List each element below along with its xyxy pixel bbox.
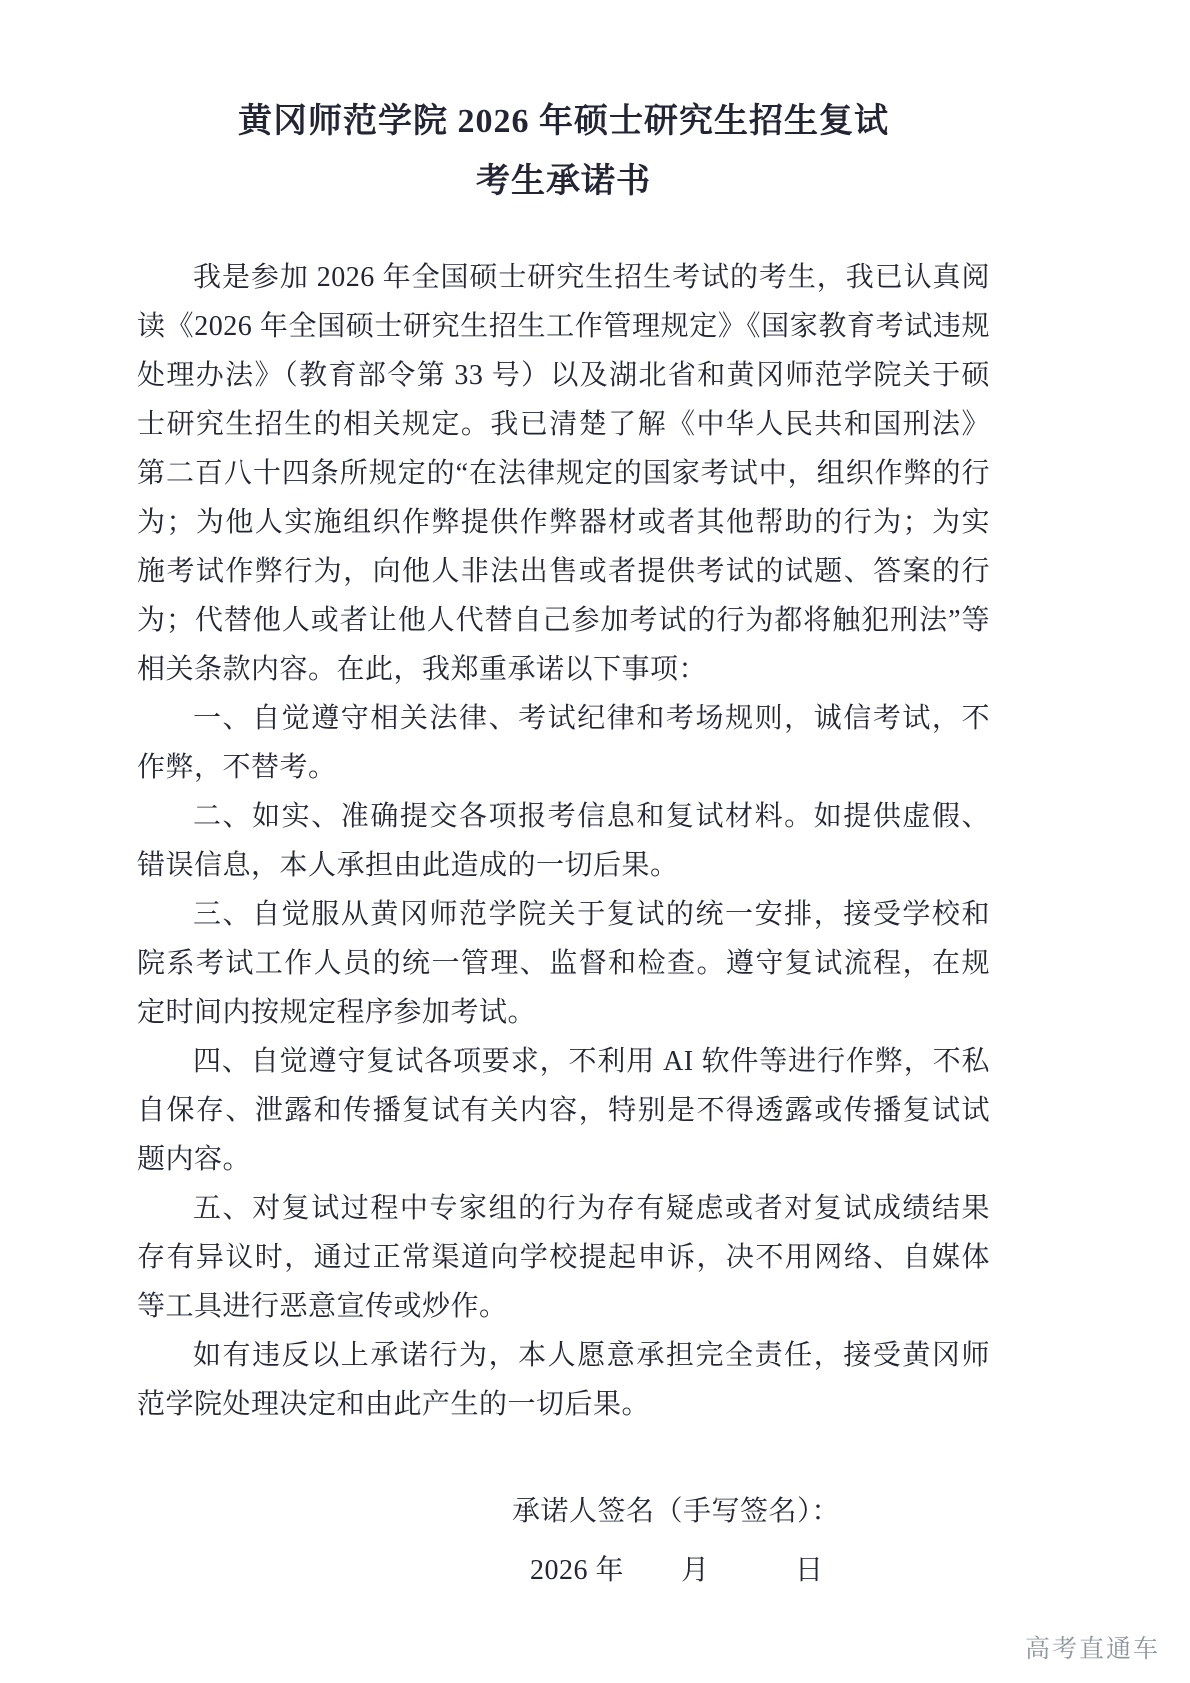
paragraph-item-4: 四、自觉遵守复试各项要求，不利用 AI 软件等进行作弊，不私自保存、泄露和传播复试有关内容，特别是不得透露或传播复试试题内容。 bbox=[137, 1046, 990, 1175]
signature-label: 承诺人签名（手写签名）： bbox=[512, 1496, 841, 1527]
paragraph-closing: 如有违反以上承诺行为，本人愿意承担完全责任，接受黄冈师范学院处理决定和由此产生的一切后果。 bbox=[137, 1340, 990, 1420]
paragraph-item-2: 二、如实、准确提交各项报考信息和复试材料。如提供虚假、错误信息，本人承担由此造成的一切后果。 bbox=[137, 801, 990, 881]
paragraph-item-5: 五、对复试过程中专家组的行为存有疑虑或者对复试成绩结果存有异议时，通过正常渠道向学校提起申诉，决不用网络、自媒体等工具进行恶意宣传或炒作。 bbox=[137, 1193, 990, 1322]
date-line: 2026 年 月 日 bbox=[530, 1555, 824, 1586]
document-title bbox=[137, 92, 990, 211]
title-line-2: 考生承诺书 bbox=[476, 162, 651, 200]
paragraph-intro: 我是参加 2026 年全国硕士研究生招生考试的考生，我已认真阅读《2026 年全国硕士研究生招生工作管理规定》《国家教育考试违规处理办法》（教育部令第 33 号）以及湖北省和黄冈师范学院关于硕士研究生招生的相关规定。我已清楚了解《中华人民共和国刑法》第二百八十四条所规定的“在法律规定的国家考试中，组织作弊的行为；为他人实施组织作弊提供作弊器材或者其他帮助的行为；为实施考试作弊行为，向他人非法出售或者提供考试的试题、答案的行为；代替他人或者让他人代替自己参加考试的行为都将触犯刑法”等相关条款内容。在此，我郑重承诺以下事项： bbox=[137, 262, 990, 685]
watermark: 高考直通车 bbox=[1024, 1635, 1160, 1663]
paragraph-item-1: 一、自觉遵守相关法律、考试纪律和考场规则，诚信考试，不作弊，不替考。 bbox=[137, 703, 990, 783]
paragraph-item-3: 三、自觉服从黄冈师范学院关于复试的统一安排，接受学校和院系考试工作人员的统一管理、监督和检查。遵守复试流程，在规定时间内按规定程序参加考试。 bbox=[137, 899, 990, 1028]
document-body bbox=[137, 253, 990, 1429]
title-line-1: 黄冈师范学院 2026 年硕士研究生招生复试 bbox=[238, 103, 889, 140]
